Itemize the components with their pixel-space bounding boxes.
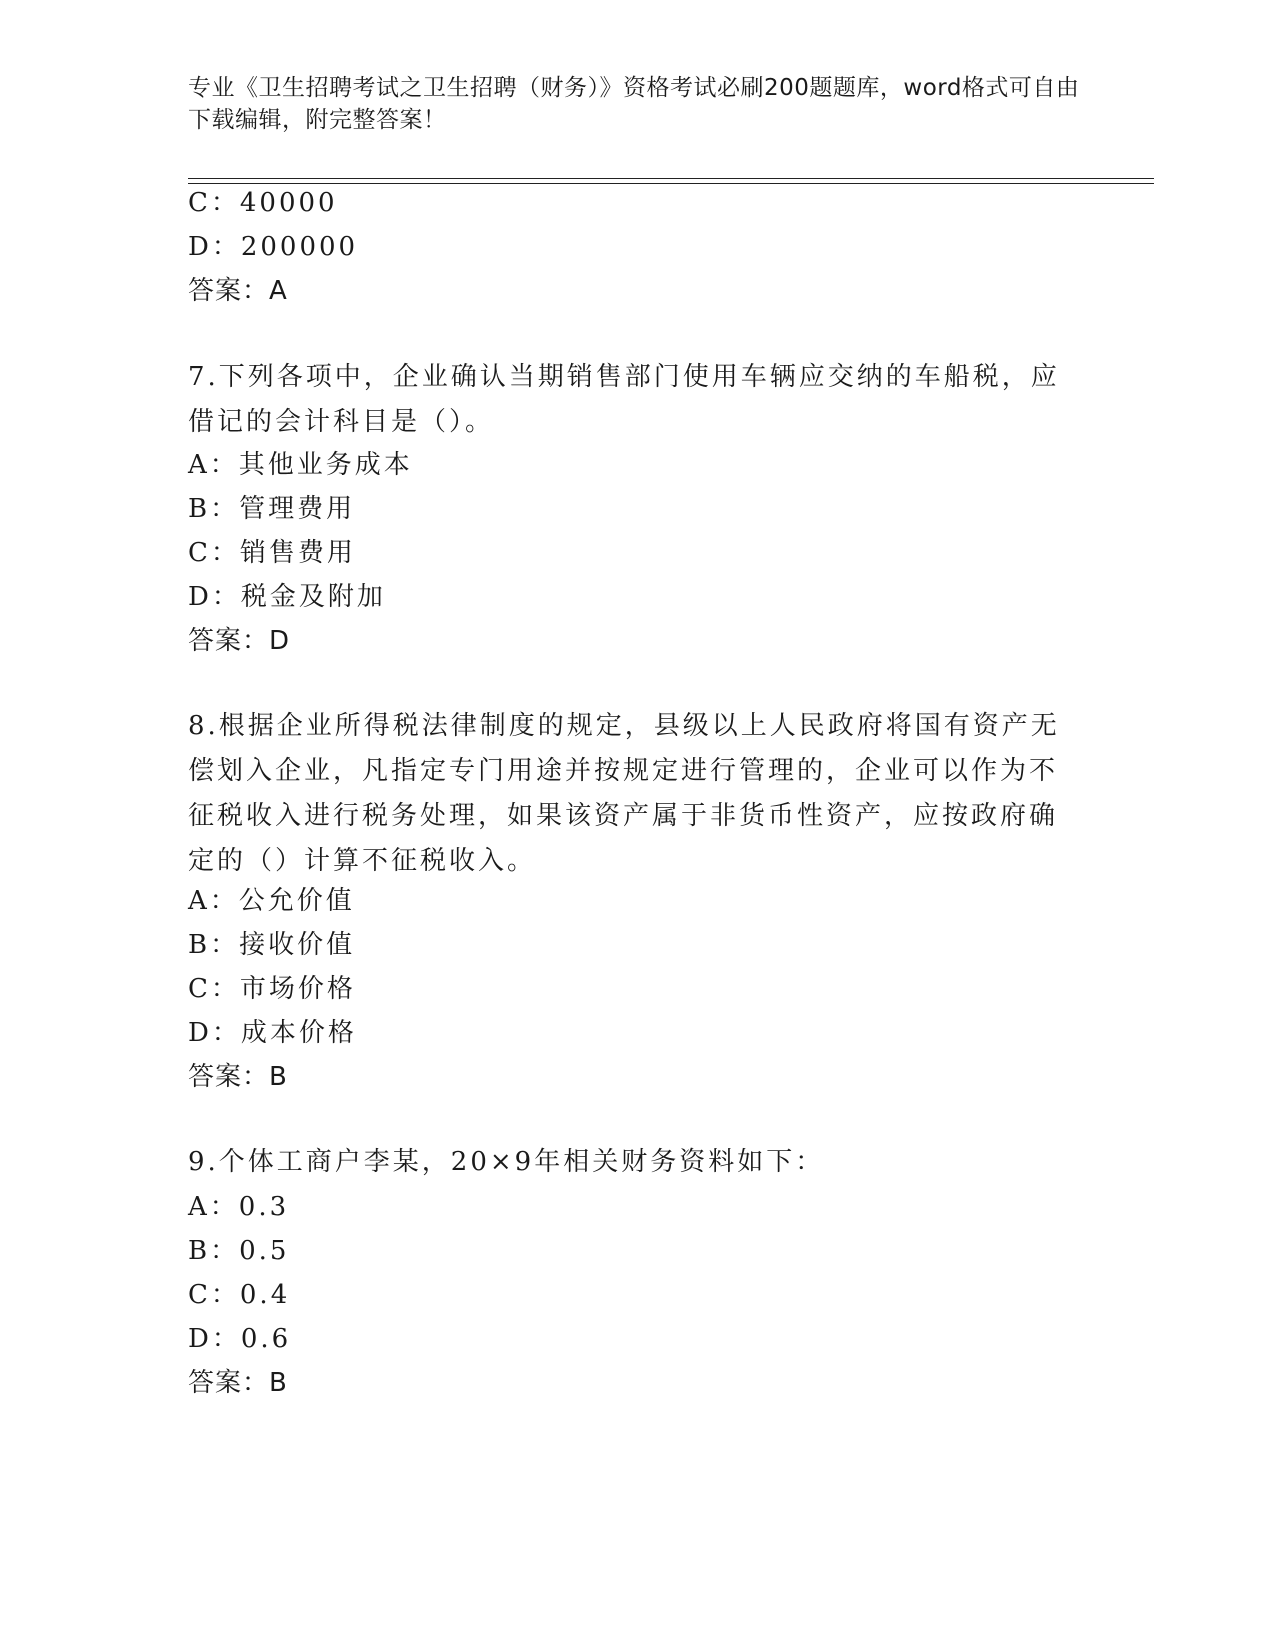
header-divider-top — [188, 178, 1154, 179]
answer-line: 答案：B — [188, 1062, 288, 1092]
option-d: D：成本价格 — [188, 1018, 357, 1048]
header-divider-bottom — [188, 183, 1154, 184]
document-header: 专业《卫生招聘考试之卫生招聘（财务）》资格考试必刷200题题库，word格式可自由下载编辑，附完整答案！ — [188, 75, 1080, 133]
option-d: D：200000 — [188, 232, 359, 262]
option-c: C：市场价格 — [188, 974, 356, 1004]
answer-line: 答案：B — [188, 1368, 288, 1398]
option-b: B：接收价值 — [188, 930, 356, 960]
option-a: A：其他业务成本 — [188, 450, 413, 480]
question-stem: 7.下列各项中，企业确认当期销售部门使用车辆应交纳的车船税，应借记的会计科目是（）。 — [188, 362, 1060, 437]
option-b: B：0.5 — [188, 1236, 290, 1266]
option-c: C：0.4 — [188, 1280, 291, 1310]
option-c: C：40000 — [188, 188, 338, 218]
option-b: B：管理费用 — [188, 494, 356, 524]
option-d: D：0.6 — [188, 1324, 292, 1354]
question-stem: 8.根据企业所得税法律制度的规定，县级以上人民政府将国有资产无偿划入企业，凡指定专门用途并按规定进行管理的，企业可以作为不征税收入进行税务处理，如果该资产属于非货币性资产，应按政府确定的（）计算不征税收入。 — [188, 711, 1060, 876]
option-d: D：税金及附加 — [188, 582, 386, 612]
answer-line: 答案：D — [188, 626, 291, 656]
option-a: A：0.3 — [188, 1192, 290, 1222]
option-a: A：公允价值 — [188, 886, 355, 916]
answer-line: 答案：A — [188, 276, 288, 306]
question-stem: 9.个体工商户李某，20×9年相关财务资料如下： — [188, 1147, 825, 1177]
option-c: C：销售费用 — [188, 538, 356, 568]
